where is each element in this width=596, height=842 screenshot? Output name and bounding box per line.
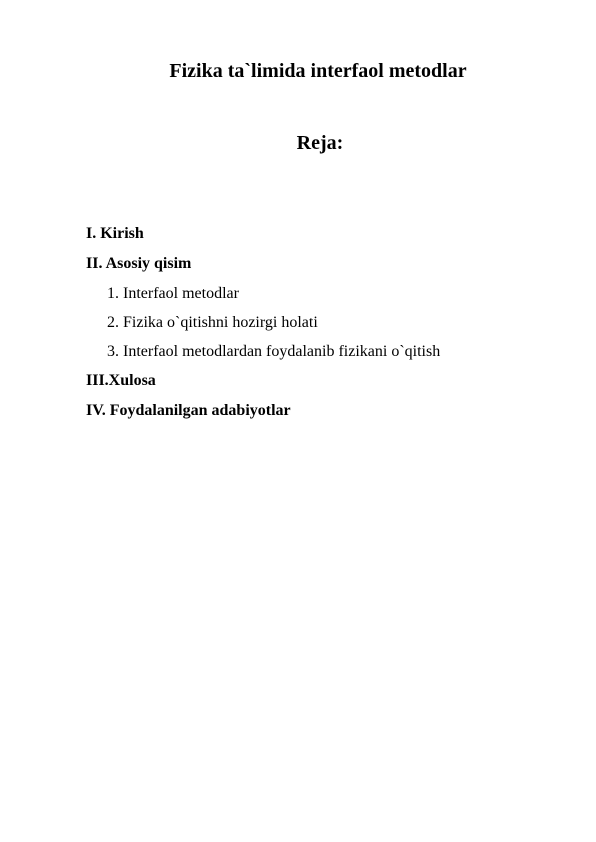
- outline-list: [86, 224, 566, 431]
- outline-item-main-part: II. Asosiy qisim: [86, 255, 192, 272]
- document-title: Fizika ta`limida interfaol metodlar: [169, 60, 467, 82]
- outline-subitem-interactive-methods: 1. Interfaol metodlar: [107, 285, 239, 302]
- outline-item-introduction: I. Kirish: [86, 225, 144, 242]
- outline-subitem-teaching-physics: 3. Interfaol metodlardan foydalanib fizikani o`qitish: [107, 343, 441, 360]
- outline-item-conclusion: III.Xulosa: [86, 372, 156, 389]
- outline-subitem-current-state: 2. Fizika o`qitishni hozirgi holati: [107, 314, 318, 331]
- outline-item-references: IV. Foydalanilgan adabiyotlar: [86, 402, 291, 419]
- plan-heading: Reja:: [296, 132, 344, 154]
